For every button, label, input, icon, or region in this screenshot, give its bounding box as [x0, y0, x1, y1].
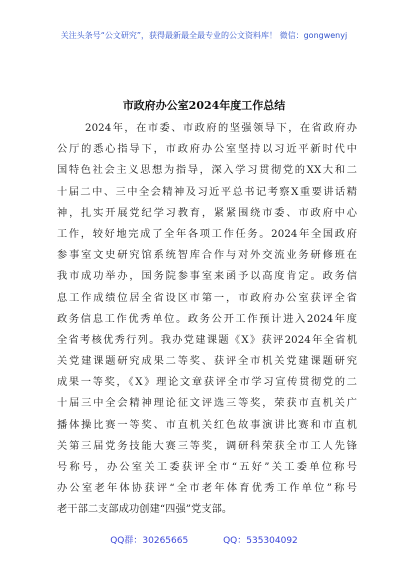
contact-footer	[0, 533, 408, 546]
paragraph-line: 我市成功举办，国务院参事室来函予以高度肯定。政务信	[57, 271, 357, 283]
qq-group-number: QQ群：30265665	[110, 536, 189, 546]
promo-banner: 关注头条号“公文研究”，获得最新最全最专业的公文资料库！ 微信：gongwenyj	[60, 31, 348, 40]
paragraph-line: 国特色社会主义思想为指导，深入学习贯彻党的XX大和二	[57, 165, 357, 177]
paragraph-line: 关党建课题研究成果二等奖、获评全市机关党建课题研究	[57, 356, 357, 368]
paragraph-line: 公厅的悉心指导下，市政府办公室坚持以习近平新时代中	[57, 144, 357, 156]
paragraph-line: 号称号，办公室关工委获评全市“五好”关工委单位称号	[57, 462, 357, 473]
paragraph-line: 十届三中全会精神理论征文评选三等奖，荣获市直机关广	[57, 398, 357, 410]
paragraph-line: 工作，较好地完成了全年各项工作任务。2024年全国政府	[57, 228, 357, 240]
paragraph-line: 神，扎实开展党纪学习教育，紧紧围绕市委、市政府中心	[57, 207, 357, 219]
paragraph-line: 播体操比赛一等奖、市直机关红色故事演讲比赛和市直机	[57, 419, 357, 431]
paragraph-line: 参事室文史研究馆系统智库合作与对外交流业务研修班在	[57, 250, 357, 262]
paragraph-line: 息工作成绩位居全省设区市第一，市政府办公室获评全省	[57, 292, 357, 304]
paragraph-line: 办公室老年体协获评“全市老年体育优秀工作单位”称号	[57, 483, 357, 495]
qq-number: QQ：535304092	[223, 536, 298, 546]
paragraph-line: 成果一等奖，《X》理论文章获评全市学习宣传贯彻党的二	[57, 377, 357, 389]
document-title: 市政府办公室2024年度工作总结	[122, 99, 286, 112]
paragraph-line: 2024年，在市委、市政府的坚强领导下，在省政府办	[85, 123, 357, 134]
paragraph-line: 全省考核优秀行列。我办党建课题《X》获评2024年全省机	[57, 334, 357, 346]
document-body	[57, 118, 357, 521]
paragraph-line: 老干部二支部成功创建“四强”党支部。	[57, 504, 233, 516]
paragraph-line: 关第三届党务技能大赛三等奖，调研科荣获全市工人先锋	[57, 440, 357, 452]
paragraph-line: 政务信息工作优秀单位。政务公开工作预计进入2024年度	[57, 313, 357, 325]
paragraph-line: 十届二中、三中全会精神及习近平总书记考察X重要讲话精	[57, 186, 357, 198]
